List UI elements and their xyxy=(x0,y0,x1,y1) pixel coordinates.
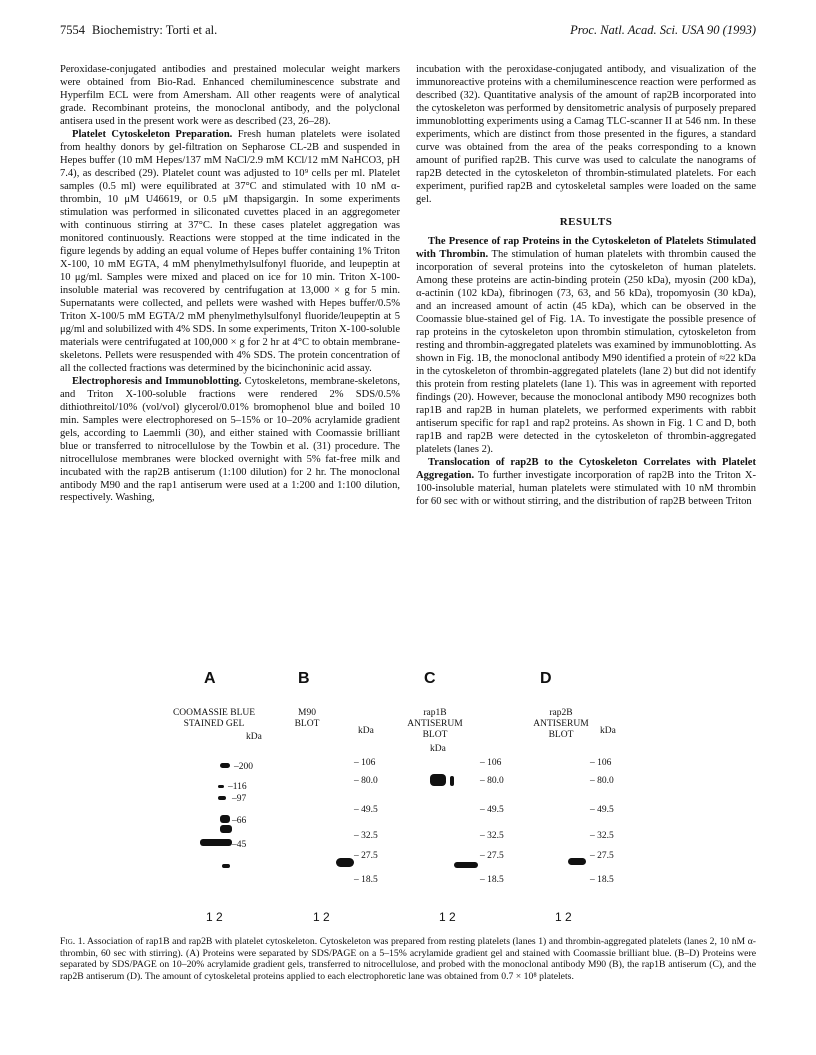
left-column xyxy=(60,64,400,505)
panel-b-label: B xyxy=(298,670,310,687)
intro-paragraph: Peroxidase-conjugated antibodies and prestained molecular weight markers were obtained from Bio-Rad. Enhanced chemiluminescence substrate and Hyperfilm ECL were from Amersham. All other reagents were of analytical grade. Recombinant proteins, the monoclonal antibody, and the polyclonal antisera used in the present work were as described (23, 26–28). xyxy=(60,64,400,127)
panel-b-unit: kDa xyxy=(358,726,374,736)
panel-c-label: C xyxy=(424,670,436,687)
figure-caption xyxy=(60,936,756,982)
gel-band xyxy=(218,785,224,788)
platelet-paragraph xyxy=(60,129,400,376)
gel-band xyxy=(220,763,230,768)
panel-d-title: rap2B ANTISERUM BLOT xyxy=(533,708,589,740)
panel-b-marker: – 18.5 xyxy=(354,875,378,885)
page-number: 7554 xyxy=(60,23,85,37)
running-title: Biochemistry: Torti et al. xyxy=(92,23,218,37)
electro-heading: Electrophoresis and Immunoblotting. xyxy=(72,375,242,387)
panel-a-marker: –97 xyxy=(232,794,247,804)
transloc-paragraph xyxy=(416,457,756,509)
transloc-heading: Translocation of rap2B to the Cytoskeleton Correlates with Platelet Aggregation. xyxy=(416,456,756,481)
presence-paragraph xyxy=(416,236,756,457)
right-column xyxy=(416,64,756,508)
panel-d-label: D xyxy=(540,670,552,687)
panel-b-marker: – 32.5 xyxy=(354,831,378,841)
blot-band xyxy=(430,774,446,786)
panel-d-marker: – 106 xyxy=(590,758,612,768)
panel-a-marker: –200 xyxy=(234,762,253,772)
panel-c-marker: – 32.5 xyxy=(480,831,504,841)
platelet-body: Fresh human platelets were isolated from healthy donors by gel-filtration on Sepharose CL-2B and suspended in Hepes buffer (10 mM Hepes/137 mM NaCl/2.9 mM KCl/12 mM NaHCO3, pH 7.4), as described (29). Platelet count was adjusted to 10⁹ cells per ml. Platelet samples (0.5 ml) were equilibrated at 37°C and stimulated with 10 nM α-thrombin, 10 μM U46619, or 0.5 μM thapsigargin. In some experiments stimulation was performed in siliconated cuvettes placed in an aggregometer with continuous stirring at 37°C. In these cases platelet aggregation was monitored continuously. Reactions were stopped at the time indicated in the figure legends by adding an equal volume of Hepes buffer containing 1% Triton X-100, 10 mM EGTA, 4 mM phenylmethylsulfonyl fluoride, and leupeptin at 10 μg/ml. Samples were mixed and placed on ice for 10 min. Triton X-100-insoluble material was recovered by centrifugation at 13,000 × g for 5 min. Supernatants were collected, and pellets were washed with Hepes buffer/0.5% Triton X-100/5 mM EGTA/2 mM phenylmethylsulfonyl fluoride/leupeptin at 5 μg/ml and solubilized with 4% SDS. In some experiments, Triton X-100-soluble materials were centrifugated at 100,000 × g for 2 hr at 4°C to obtain membrane-skeletons. Pellets were resuspended with 4% SDS. The protein concentration of all the collected fractions was determined by the bicinchoninic acid assay. xyxy=(60,128,400,374)
blot-band xyxy=(336,858,354,867)
panel-c-marker: – 80.0 xyxy=(480,776,504,786)
gel-band xyxy=(220,815,230,823)
panel-b-marker: – 106 xyxy=(354,758,376,768)
panel-c-marker: – 27.5 xyxy=(480,851,504,861)
panel-a-lanes: 1 2 xyxy=(206,910,223,924)
panel-d-marker: – 27.5 xyxy=(590,851,614,861)
gel-band xyxy=(222,864,230,868)
panel-a-unit: kDa xyxy=(246,732,262,742)
figure-1 xyxy=(60,668,756,924)
blot-band xyxy=(450,776,454,786)
platelet-heading: Platelet Cytoskeleton Preparation. xyxy=(72,128,233,140)
presence-body: The stimulation of human platelets with thrombin caused the incorporation of several proteins into the cytoskeleton of human platelets. Among these proteins are actin-binding protein (250 kDa), myosin (200 kDa), α-actinin (102 kDa), fibrinogen (73, 63, and 56 kDa), tropomyosin (30 kDa), and an increased amount of actin (45 kDa), which can be observed in the Coomassie blue-stained gel of Fig. 1A. To investigate the possible presence of rap proteins in the cytoskeleton upon thrombin stimulation, cytoskeleton from resting and thrombin-aggregated platelets was examined by immunoblotting. As shown in Fig. 1B, the monoclonal antibody M90 identified a protein of ≈22 kDa in the cytoskeleton of thrombin-aggregated platelets (lane 2) but did not identify this protein from resting platelets (lane 1). This was in agreement with reported findings (20). However, because the monoclonal antibody M90 recognizes both rap1B and rap2B in human platelets, we performed experiments with rabbit antiserum specific for rap1 and rap2 proteins. As shown in Fig. 1 C and D, both rap1B and rap2B were detected in the cytoskeleton of thrombin-aggregated platelets (lanes 2). xyxy=(416,248,756,455)
panel-c-marker: – 18.5 xyxy=(480,875,504,885)
panel-c-marker: – 106 xyxy=(480,758,502,768)
panel-c-lanes: 1 2 xyxy=(439,910,456,924)
panel-d-marker: – 80.0 xyxy=(590,776,614,786)
gel-band xyxy=(218,796,226,800)
panel-c-title: rap1B ANTISERUM BLOT xyxy=(407,708,463,740)
panel-d-lanes: 1 2 xyxy=(555,910,572,924)
caption-text: Association of rap1B and rap2B with platelet cytoskeleton. Cytoskeleton was prepared from resting platelets (lanes 1) and thrombin-aggregated platelets (lanes 2, 10 nM α-thrombin, 60 sec with stirring). (A) Proteins were separated by SDS/PAGE on a 5–15% acrylamide gradient gel and stained with Coomassie brilliant blue. (B–D) Proteins were separated by SDS/PAGE on 10–20% acrylamide gradient gels, transferred to nitrocellulose, and probed with the monoclonal antibody M90 (B), the rap1B antiserum (C), and the rap2B antiserum (D). The amount of cytoskeletal proteins applied to each electrophoretic lane was obtained from 0.7 × 10⁸ platelets. xyxy=(60,936,756,982)
panel-b-marker: – 49.5 xyxy=(354,805,378,815)
panel-b-title: M90 BLOT xyxy=(294,708,320,729)
gel-band xyxy=(200,839,232,846)
page-header xyxy=(60,23,756,39)
transloc-body: To further investigate incorporation of rap2B into the Triton X-100-insoluble material, human platelets were stimulated with 10 nM thrombin for 60 sec with or without stirring, and the distribution of rap2B between Triton xyxy=(416,469,756,507)
panel-a-marker: –116 xyxy=(228,782,247,792)
panel-d-unit: kDa xyxy=(600,726,616,736)
panel-d-marker: – 49.5 xyxy=(590,805,614,815)
panel-d-marker: – 18.5 xyxy=(590,875,614,885)
panel-a-marker: –66 xyxy=(232,816,247,826)
presence-heading: The Presence of rap Proteins in the Cytoskeleton of Platelets Stimulated with Thrombin. xyxy=(416,235,756,260)
methods-continuation: incubation with the peroxidase-conjugated antibody, and visualization of the immunoreactive proteins with a chemiluminescence reaction were performed as described (32). Quantitative analysis of the amount of rap2B incorporated into the cytoskeleton was performed by densitometric analysis of purposely prepared immunoblotting experiments using a Camag TLC-scanner II at 546 nm. In these experiments, which are distinct from those presented in the figures, a standard curve was obtained from the area of the peaks corresponding to a known amount of purified rap2B. This curve was used to calculate the nanograms of rap2B detected in the cytoskeleton of thrombin-stimulated platelets. For each experiment, purified rap2B and cytoskeletal samples were loaded on the same gel. xyxy=(416,64,756,205)
caption-label: Fig. 1. xyxy=(60,936,86,947)
panel-b-marker: – 80.0 xyxy=(354,776,378,786)
panel-a-title: COOMASSIE BLUE STAINED GEL xyxy=(172,708,256,729)
panel-c-marker: – 49.5 xyxy=(480,805,504,815)
journal-citation: Proc. Natl. Acad. Sci. USA 90 (1993) xyxy=(570,23,756,37)
panel-a-marker: –45 xyxy=(232,840,247,850)
panel-d-marker: – 32.5 xyxy=(590,831,614,841)
panel-c-unit: kDa xyxy=(430,744,446,754)
panel-a-label: A xyxy=(204,670,216,687)
gel-band xyxy=(220,825,232,833)
electro-body: Cytoskeletons, membrane-skeletons, and Triton X-100-soluble fractions were rendered 2% SDS/0.5% dithiothreitol/10% (vol/vol) glycerol/0.01% bromophenol blue and boiled 10 min. Samples were electrophoresed on 5–15% or 10–20% acrylamide gradient gels, according to Laemmli (30), and either stained with Coomassie brilliant blue or transferred to nitrocellulose by the Towbin et al. (31) procedure. The nitrocellulose membranes were blocked overnight with 5% fat-free milk and incubated with the rap2B antiserum (1:100 dilution) for 2 hr. The monoclonal antibody M90 and the rap1 antiserum were used at a 1:200 and 1:100 dilution, respectively. Washing, xyxy=(60,375,400,504)
panel-b-lanes: 1 2 xyxy=(313,910,330,924)
panel-b-marker: – 27.5 xyxy=(354,851,378,861)
blot-band xyxy=(568,858,586,865)
electro-paragraph xyxy=(60,376,400,506)
results-heading: RESULTS xyxy=(559,215,613,228)
blot-band xyxy=(454,862,478,868)
